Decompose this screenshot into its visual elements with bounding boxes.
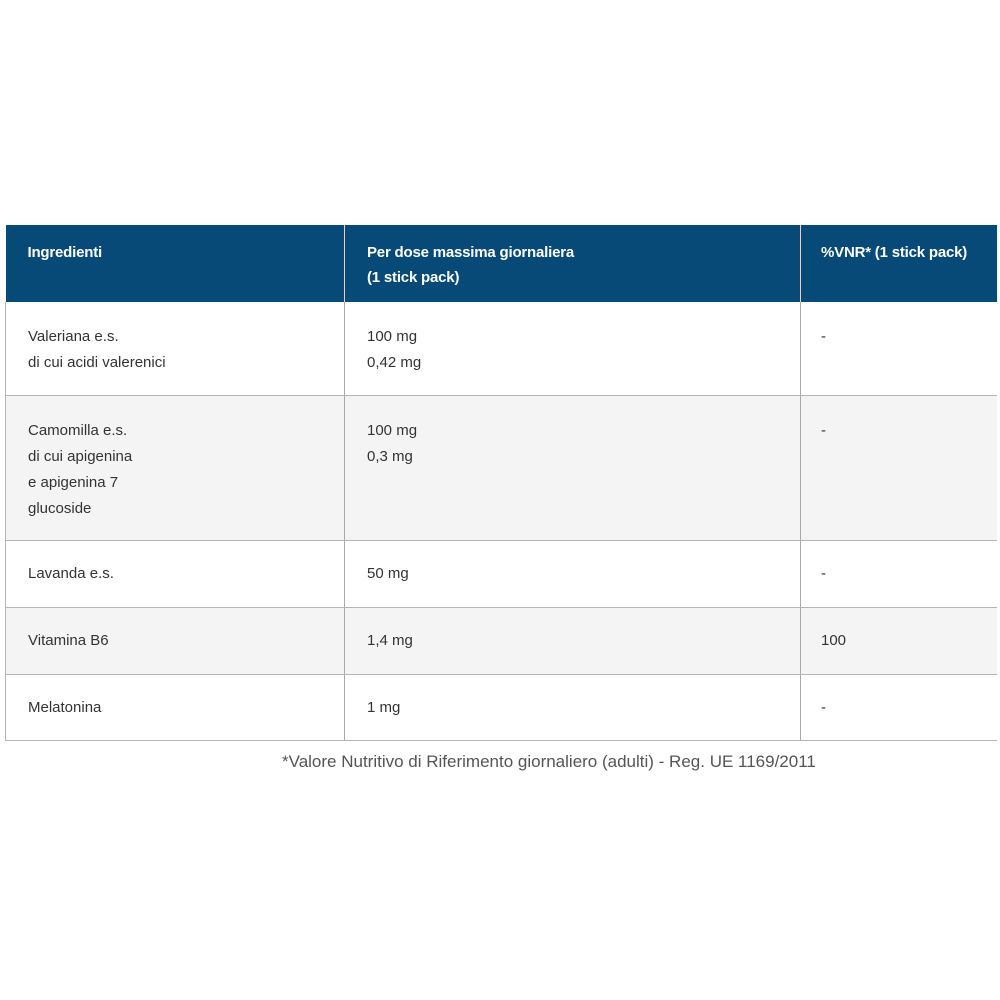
ingredient-line: Vitamina B6 <box>28 631 109 649</box>
ingredient-line: Melatonina <box>28 698 102 716</box>
ingredient-cell <box>6 302 345 395</box>
vnr-cell <box>801 674 997 740</box>
table-row <box>6 395 997 540</box>
vnr-value: - <box>821 564 826 582</box>
ingredient-line: Valeriana e.s. <box>28 328 119 345</box>
table-row <box>6 674 997 740</box>
dose-cell <box>345 674 801 740</box>
vnr-cell <box>801 395 997 540</box>
table-row <box>6 540 997 607</box>
vnr-cell <box>801 607 997 674</box>
vnr-cell <box>801 302 997 395</box>
dose-line: 50 mg <box>367 564 409 582</box>
ingredient-cell <box>6 607 345 674</box>
vnr-value: - <box>821 328 826 345</box>
ingredient-line: Lavanda e.s. <box>28 564 114 582</box>
ingredient-cell <box>6 395 345 540</box>
ingredient-line: e apigenina 7 <box>28 473 119 491</box>
vnr-value: - <box>821 698 826 716</box>
header-ingredients <box>6 225 345 302</box>
header-vnr <box>801 225 997 302</box>
footnote: *Valore Nutritivo di Riferimento giornaliero (adulti) - Reg. UE 1169/2011 <box>282 752 816 771</box>
ingredient-line: di cui acidi valerenici <box>28 354 166 371</box>
dose-line: 100 mg <box>367 421 418 439</box>
nutrition-table <box>5 225 997 741</box>
header-ingredients-label: Ingredienti <box>27 244 102 261</box>
header-dose-line1: Per dose massima giornaliera <box>367 244 575 261</box>
dose-line: 100 mg <box>367 328 418 345</box>
dose-line: 0,3 mg <box>367 447 413 465</box>
table-row <box>6 302 997 395</box>
ingredient-line: Camomilla e.s. <box>28 421 128 439</box>
dose-line: 0,42 mg <box>367 354 422 371</box>
dose-cell <box>345 540 801 607</box>
dose-cell <box>345 302 801 395</box>
table-header-row <box>6 225 997 302</box>
header-vnr-label: %VNR* (1 stick pack) <box>821 244 968 261</box>
ingredient-line: glucoside <box>28 499 92 517</box>
dose-cell <box>345 607 801 674</box>
header-dose-line2: (1 stick pack) <box>367 269 460 286</box>
vnr-cell <box>801 540 997 607</box>
dose-line: 1,4 mg <box>367 631 413 649</box>
vnr-value: 100 <box>821 631 847 649</box>
ingredient-line: di cui apigenina <box>28 447 133 465</box>
vnr-value: - <box>821 421 826 439</box>
table-row <box>6 607 997 674</box>
dose-line: 1 mg <box>367 698 401 716</box>
ingredient-cell <box>6 540 345 607</box>
dose-cell <box>345 395 801 540</box>
header-dose <box>345 225 801 302</box>
ingredient-cell <box>6 674 345 740</box>
